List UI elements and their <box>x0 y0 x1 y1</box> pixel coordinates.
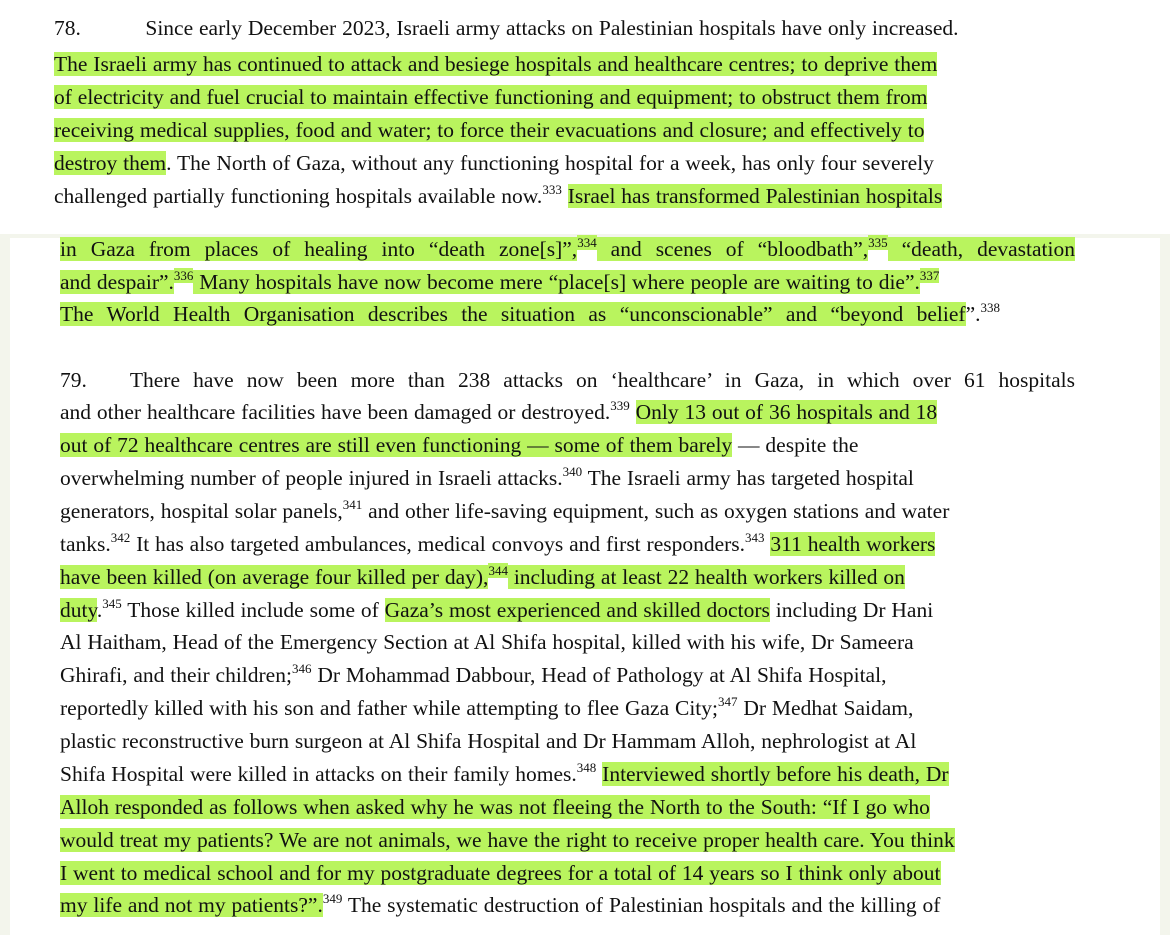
highlighted-text: of electricity and fuel crucial to maintain effective functioning and equipment; to obstruct them from <box>54 85 928 109</box>
footnote-marker: 338 <box>980 300 1000 315</box>
highlighted-text: destroy them <box>54 151 167 175</box>
highlighted-text: I went to medical school and for my postgraduate degrees for a total of 14 years so I think only about <box>60 861 941 885</box>
text-line <box>60 727 916 755</box>
footnote-marker: 337 <box>919 268 940 283</box>
text-line <box>60 859 941 887</box>
footnote-marker: 346 <box>291 661 312 676</box>
footnote-marker: 341 <box>342 497 363 512</box>
text-line <box>60 760 949 788</box>
highlighted-text: Israel has transformed Palestinian hospitals <box>567 184 943 208</box>
text-run: Since early December 2023, Israeli army attacks on Palestinian hospitals have only increased. <box>80 16 959 40</box>
highlighted-text: Alloh responded as follows when asked why he was not fleeing the North to the South: “If I go who <box>60 795 930 819</box>
highlighted-text: my life and not my patients?”. <box>60 893 323 917</box>
highlighted-text: including at least 22 health workers killed on <box>507 565 905 589</box>
highlighted-text: duty <box>60 598 97 622</box>
text-run: reportedly killed with his son and father while attempting to flee Gaza City; <box>60 696 718 720</box>
highlighted-text: 311 health workers <box>770 532 936 556</box>
footnote-marker: 349 <box>322 891 343 906</box>
text-line <box>54 182 942 210</box>
highlighted-text: The Israeli army has continued to attack and besiege hospitals and healthcare centres; to deprive them <box>54 52 938 76</box>
text-line <box>60 235 1075 263</box>
text-run: Those killed include some of <box>121 598 385 622</box>
highlighted-text: Interviewed shortly before his death, Dr <box>602 762 949 786</box>
text-run: generators, hospital solar panels, <box>60 499 343 523</box>
highlighted-text: The World Health Organisation describes the situation as “unconscionable” and “beyond belief <box>60 302 966 326</box>
highlighted-text: out of 72 healthcare centres are still even functioning — some of them barely <box>60 433 733 457</box>
text-line <box>60 563 905 591</box>
text-run: Ghirafi, and their children; <box>60 663 292 687</box>
text-run <box>630 400 636 424</box>
text-run <box>562 184 568 208</box>
text-run: plastic reconstructive burn surgeon at Al Shifa Hospital and Dr Hammam Alloh, nephrologist at Al <box>60 729 917 753</box>
text-line <box>60 661 886 689</box>
footnote-marker: 342 <box>110 530 131 545</box>
text-run: It has also targeted ambulances, medical convoys and first responders. <box>130 532 746 556</box>
text-line <box>60 596 933 624</box>
text-run: overwhelming number of people injured in Israeli attacks. <box>60 466 563 490</box>
highlighted-text: and scenes of “bloodbath”, <box>596 237 869 261</box>
text-run: and other healthcare facilities have been damaged or destroyed. <box>60 400 611 424</box>
footnote-marker: 348 <box>576 760 597 775</box>
footnote-marker: 333 <box>542 182 562 197</box>
text-run: 78. <box>54 16 81 40</box>
text-line <box>60 268 939 296</box>
text-run: ”. <box>965 302 981 326</box>
text-line <box>60 891 940 919</box>
text-run: The systematic destruction of Palestinian hospitals and the killing of <box>342 893 941 917</box>
footnote-marker: 347 <box>718 694 738 709</box>
footnote-marker: 339 <box>610 398 630 413</box>
text-run: There have now been more than 238 attacks on ‘healthcare’ in Gaza, in which over 61 hospitals <box>86 368 1075 392</box>
text-line <box>60 628 914 656</box>
text-line <box>60 694 913 722</box>
text-line <box>54 83 927 111</box>
text-run: Dr Medhat Saidam, <box>737 696 914 720</box>
text-line <box>60 497 949 525</box>
highlighted-text: have been killed (on average four killed per day), <box>60 565 489 589</box>
text-run: challenged partially functioning hospitals available now. <box>54 184 543 208</box>
text-run: and other life-saving equipment, such as oxygen stations and water <box>362 499 950 523</box>
text-line <box>60 431 858 459</box>
text-run: 79. <box>60 368 87 392</box>
text-line <box>60 366 1075 394</box>
footnote-marker: 344 <box>488 563 508 578</box>
text-run: tanks. <box>60 532 111 556</box>
text-line <box>60 464 914 492</box>
text-line <box>60 398 937 426</box>
text-line <box>60 300 1000 328</box>
text-line <box>60 793 930 821</box>
highlighted-text: in Gaza from places of healing into “death zone[s]”, <box>60 237 578 261</box>
text-run: The Israeli army has targeted hospital <box>582 466 914 490</box>
text-run: Shifa Hospital were killed in attacks on their family homes. <box>60 762 577 786</box>
footnote-marker: 336 <box>173 268 194 283</box>
highlighted-text: “death, devastation <box>887 237 1075 261</box>
footnote-marker: 343 <box>745 530 765 545</box>
text-run: Al Haitham, Head of the Emergency Section at Al Shifa hospital, killed with his wife, Dr Sameera <box>60 630 914 654</box>
text-run: — despite the <box>732 433 859 457</box>
text-line <box>60 530 935 558</box>
highlighted-text: Many hospitals have now become mere “place[s] where people are waiting to die”. <box>193 270 920 294</box>
highlighted-text: Gaza’s most experienced and skilled doctors <box>384 598 770 622</box>
text-run: . The North of Gaza, without any functioning hospital for a week, has only four severely <box>166 151 934 175</box>
highlighted-text: Only 13 out of 36 hospitals and 18 <box>635 400 938 424</box>
text-run: Dr Mohammad Dabbour, Head of Pathology at Al Shifa Hospital, <box>311 663 887 687</box>
highlighted-text: receiving medical supplies, food and water; to force their evacuations and closure; and effectively to <box>54 118 925 142</box>
text-line <box>54 50 937 78</box>
text-line <box>54 116 924 144</box>
footnote-marker: 340 <box>562 464 583 479</box>
highlighted-text: and despair”. <box>60 270 174 294</box>
footnote-marker: 345 <box>102 596 122 611</box>
text-line <box>54 14 959 42</box>
footnote-marker: 334 <box>577 235 597 250</box>
highlighted-text: would treat my patients? We are not animals, we have the right to receive proper health care. You think <box>60 828 955 852</box>
text-run: . <box>96 598 103 622</box>
text-run: including Dr Hani <box>769 598 934 622</box>
footnote-marker: 335 <box>868 235 888 250</box>
text-line <box>54 149 934 177</box>
text-line <box>60 826 955 854</box>
